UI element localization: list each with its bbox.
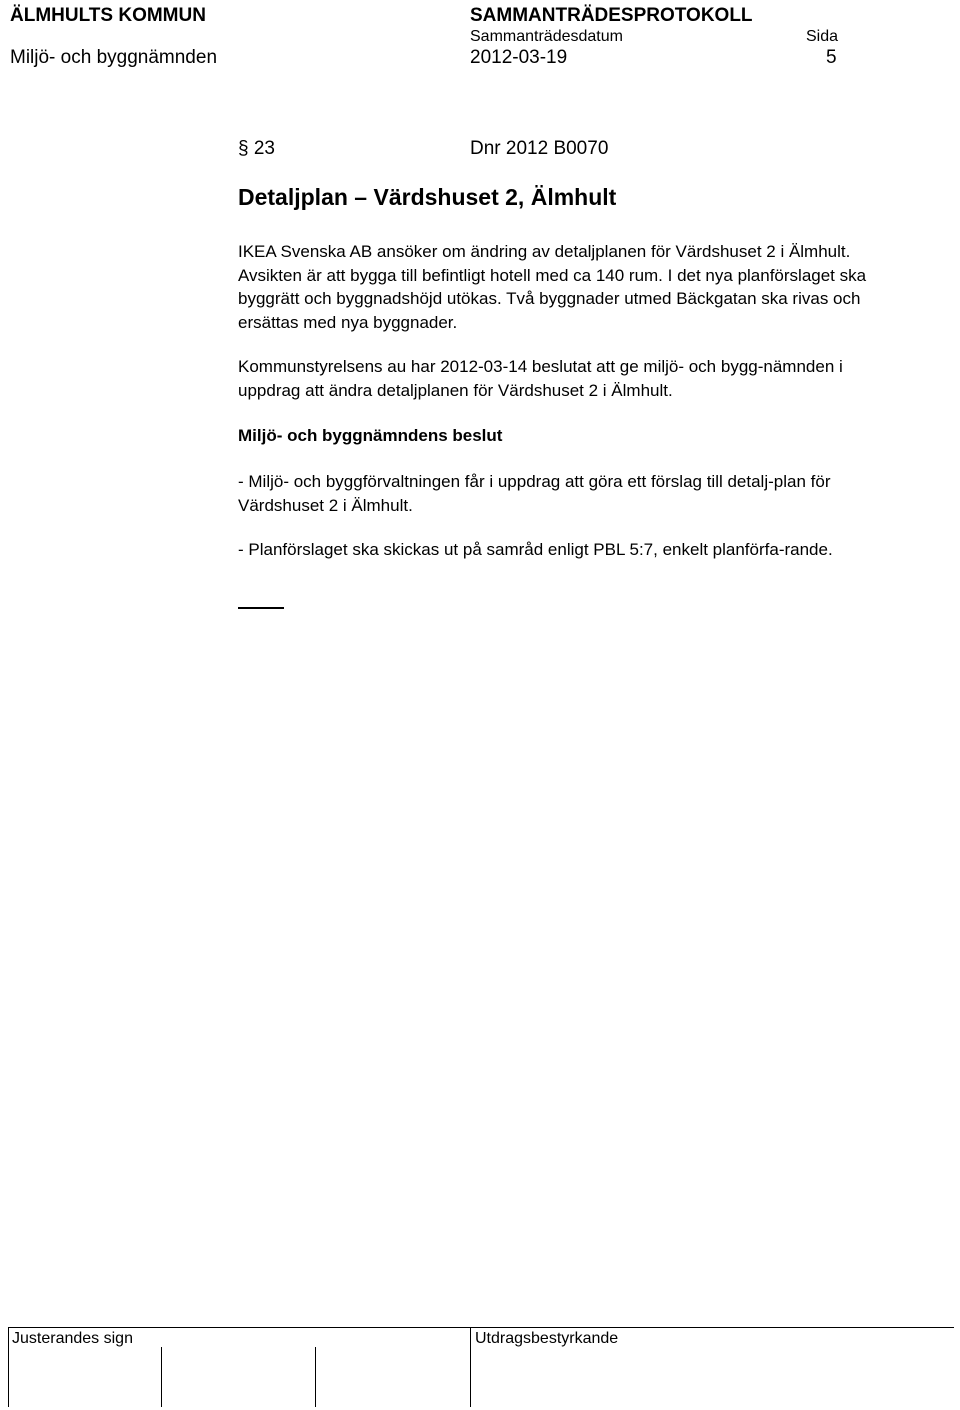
section-symbol: § — [238, 138, 249, 159]
dnr-number: Dnr 2012 B0070 — [470, 138, 609, 159]
footer-sign-divider-2 — [315, 1347, 316, 1407]
footer-top-rule — [8, 1327, 954, 1328]
footer-sign-divider-1 — [161, 1347, 162, 1407]
end-rule — [238, 607, 284, 609]
committee-name: Miljö- och byggnämnden — [10, 47, 218, 68]
utdragsbestyrkande-label: Utdragsbestyrkande — [475, 1330, 619, 1347]
decision-heading: Miljö- och byggnämndens beslut — [238, 426, 503, 445]
footer-middle-border — [470, 1327, 471, 1407]
decision-item-2: - Planförslaget ska skickas ut på samråd enligt PBL 5:7, enkelt planförfa-rande. — [238, 540, 833, 559]
page-number: 5 — [826, 47, 837, 68]
meeting-date: 2012-03-19 — [470, 47, 568, 68]
decision-item-1: - Miljö- och byggförvaltningen får i uppdrag att göra ett förslag till detalj-plan för Värdshuset 2 i Älmhult. — [238, 472, 831, 515]
page-label: Sida — [806, 28, 839, 45]
section-reference — [238, 138, 275, 160]
justerandes-sign-label: Justerandes sign — [12, 1330, 133, 1347]
organization-name: ÄLMHULTS KOMMUN — [10, 5, 206, 26]
document-type: SAMMANTRÄDESPROTOKOLL — [470, 5, 753, 26]
footer-left-border — [8, 1327, 9, 1407]
section-number: 23 — [253, 138, 275, 159]
date-label: Sammanträdesdatum — [470, 28, 623, 45]
item-title: Detaljplan – Värdshuset 2, Älmhult — [238, 184, 617, 210]
paragraph-application: IKEA Svenska AB ansöker om ändring av detaljplanen för Värdshuset 2 i Älmhult. Avsikten är att bygga till befintligt hotell med ca 140 rum. I det nya planförslaget ska byggrätt och byggnadshöjd utökas. Två byggnader utmed Bäckgatan ska rivas och ersättas med nya byggnader. — [238, 242, 867, 332]
paragraph-ks-decision: Kommunstyrelsens au har 2012-03-14 beslutat att ge miljö- och bygg-nämnden i uppdrag att ändra detaljplanen för Värdshuset 2 i Älmhult. — [238, 357, 843, 400]
